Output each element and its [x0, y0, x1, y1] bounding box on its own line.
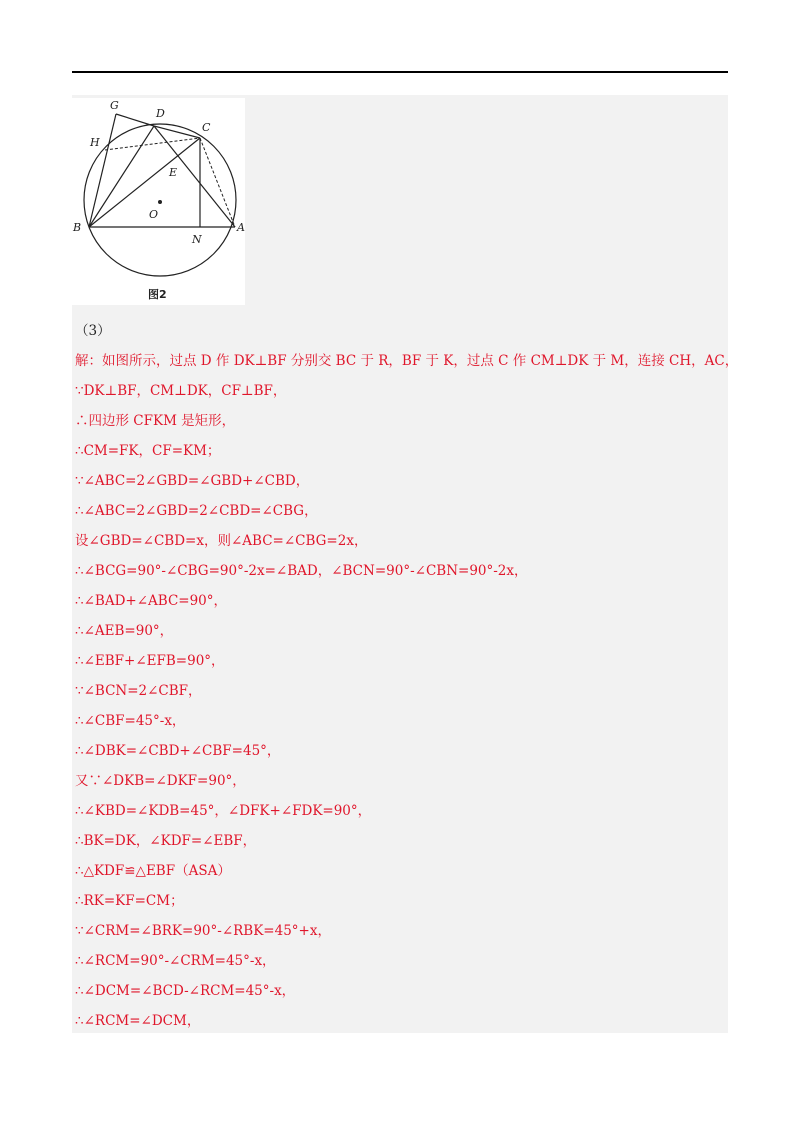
- solution-line: ∴∠EBF+∠EFB=90°，: [75, 653, 225, 669]
- top-rule: [72, 71, 728, 73]
- segment-DA: [154, 126, 235, 227]
- label-D: D: [156, 107, 165, 120]
- label-O: O: [149, 208, 159, 221]
- segment-GD: [116, 114, 154, 126]
- solution-line: ∴∠RCM=∠DCM，: [75, 1013, 201, 1029]
- segment-CA: [200, 138, 235, 227]
- solution-line: ∴∠DBK=∠CBD+∠CBF=45°，: [75, 743, 281, 759]
- figure-svg: [72, 98, 245, 305]
- segment-BC: [89, 138, 200, 227]
- figure-caption: 图2: [148, 288, 167, 301]
- geometry-figure: [72, 98, 245, 305]
- solution-line: ∵DK⊥BF，CM⊥DK，CF⊥BF，: [75, 383, 287, 399]
- solution-line: ∵∠BCN=2∠CBF，: [75, 683, 202, 699]
- solution-line: ∴RK=KF=CM；: [75, 893, 184, 909]
- label-C: C: [202, 121, 211, 134]
- solution-line: ∵∠ABC=2∠GBD=∠GBD+∠CBD，: [75, 473, 310, 489]
- solution-line: ∴∠DCM=∠BCD-∠RCM=45°-x，: [75, 983, 296, 999]
- label-A: A: [237, 221, 245, 234]
- solution-line: ∴△KDF≌△EBF（ASA）: [75, 863, 231, 879]
- solution-line: ∴∠ABC=2∠GBD=2∠CBD=∠CBG，: [75, 503, 318, 519]
- solution-line: ∴CM=FK，CF=KM；: [75, 443, 221, 459]
- solution-line: 解：如图所示，过点 D 作 DK⊥BF 分别交 BC 于 R，BF 于 K，过点 C 作 CM⊥DK 于 M，连接 CH，AC，: [75, 353, 739, 369]
- solution-text: [75, 316, 739, 1036]
- solution-line: ∴四边形 CFKM 是矩形，: [75, 413, 236, 429]
- solution-line: ∴∠BAD+∠ABC=90°，: [75, 593, 228, 609]
- solution-line: ∴∠RCM=90°-∠CRM=45°-x，: [75, 953, 276, 969]
- segment-HC: [105, 138, 200, 150]
- solution-line: 设∠GBD=∠CBD=x，则∠ABC=∠CBG=2x，: [75, 533, 368, 549]
- solution-line: ∴∠CBF=45°-x，: [75, 713, 186, 729]
- part-number: （3）: [75, 323, 111, 339]
- segment-BG: [89, 114, 116, 227]
- label-B: B: [73, 221, 82, 234]
- solution-line: ∴BK=DK，∠KDF=∠EBF，: [75, 833, 257, 849]
- label-G: G: [110, 99, 119, 112]
- label-H: H: [90, 136, 100, 149]
- center-dot: [158, 200, 162, 204]
- label-E: E: [169, 166, 178, 179]
- solution-line: 又∵∠DKB=∠DKF=90°，: [75, 773, 246, 789]
- label-N: N: [192, 233, 202, 246]
- solution-line: ∴∠KBD=∠KDB=45°，∠DFK+∠FDK=90°，: [75, 803, 372, 819]
- solution-line: ∵∠CRM=∠BRK=90°-∠RBK=45°+x，: [75, 923, 331, 939]
- solution-line: ∴∠BCG=90°-∠CBG=90°-2x=∠BAD，∠BCN=90°-∠CBN=90°-2x，: [75, 563, 528, 579]
- solution-line: ∴∠AEB=90°，: [75, 623, 174, 639]
